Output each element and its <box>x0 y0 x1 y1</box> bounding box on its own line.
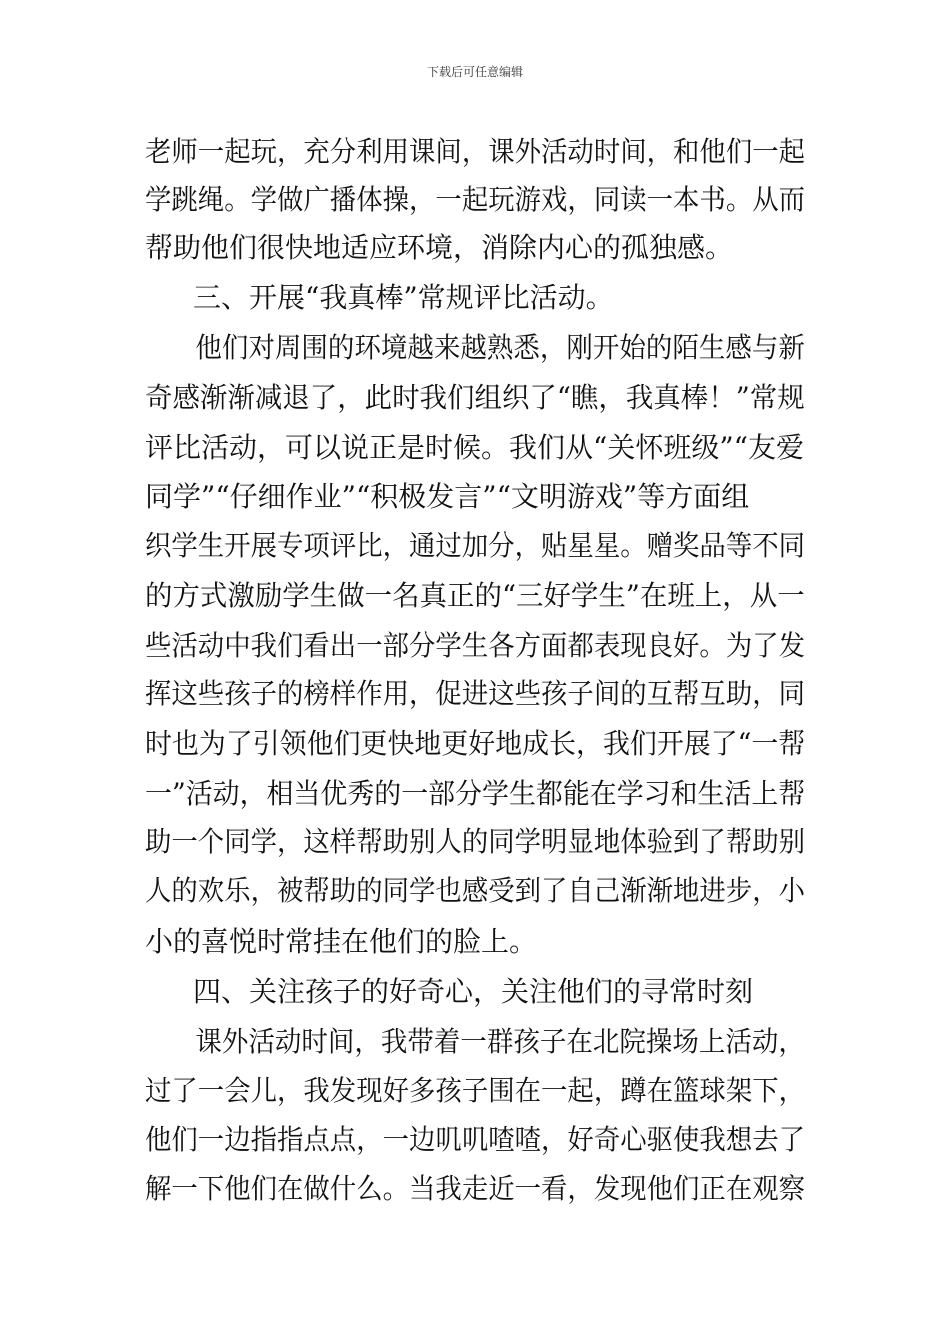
text-line-content: 的方式激励学生做一名真正的“三好学生”在班上，从一 <box>145 579 805 612</box>
text-line <box>0 719 950 769</box>
text-line <box>0 817 950 867</box>
text-line <box>0 769 950 819</box>
text-line <box>0 373 950 423</box>
page-header: 下载后可任意编辑 <box>426 65 523 79</box>
text-line <box>0 223 950 273</box>
section-heading <box>0 967 950 1017</box>
text-line <box>0 521 950 571</box>
text-line-content: 课外活动时间，我带着一群孩子在北院操场上活动， <box>187 1025 805 1058</box>
text-line-content: 织学生开展专项评比，通过加分，贴星星。赠奖品等不同 <box>145 529 806 562</box>
text-line <box>0 423 950 473</box>
text-line <box>0 127 950 177</box>
text-line-content: 小的喜悦时常挂在他们的脸上。 <box>145 925 538 958</box>
text-line-content: 助一个同学，这样帮助别人的同学明显地体验到了帮助别 <box>145 825 806 858</box>
section-heading-text: 三、开展“我真棒”常规评比活动。 <box>193 281 614 314</box>
text-line <box>0 571 950 621</box>
text-line <box>0 1017 950 1067</box>
text-line-content: 奇感渐渐减退了，此时我们组织了“瞧，我真棒！”常规 <box>145 381 805 414</box>
text-line-content: 时也为了引领他们更快地更好地成长，我们开展了“一帮 <box>145 727 806 760</box>
text-line-content: 同学”“仔细作业”“积极发言”“文明游戏”等方面组 <box>145 480 750 513</box>
text-line <box>0 323 950 373</box>
text-line-content: 评比活动，可以说正是时候。我们从“关怀班级”“友爱 <box>145 431 804 464</box>
text-line <box>0 669 950 719</box>
text-line-content: 帮助他们很快地适应环境，消除内心的孤独感。 <box>145 231 734 264</box>
text-line <box>0 472 950 522</box>
text-line <box>0 175 950 225</box>
text-line-content: 过了一会儿，我发现好多孩子围在一起，蹲在篮球架下， <box>145 1074 806 1107</box>
text-line-content: 些活动中我们看出一部分学生各方面都表现良好。为了发 <box>145 629 806 662</box>
text-line-content: 学跳绳。学做广播体操，一起玩游戏，同读一本书。从而 <box>145 183 806 216</box>
text-line <box>0 1164 950 1214</box>
text-line <box>0 917 950 967</box>
section-heading-text: 四、关注孩子的好奇心，关注他们的寻常时刻 <box>193 975 754 1008</box>
text-line-content: 解一下他们在做什么。当我走近一看，发现他们正在观察 <box>145 1172 806 1205</box>
text-line-content: 人的欢乐，被帮助的同学也感受到了自己渐渐地进步，小 <box>145 874 806 907</box>
text-line-content: 他们一边指指点点，一边叽叽喳喳，好奇心驱使我想去了 <box>145 1123 806 1156</box>
text-line-content: 老师一起玩，充分利用课间，课外活动时间，和他们一起 <box>145 135 806 168</box>
text-line <box>0 1066 950 1116</box>
text-line <box>0 1115 950 1165</box>
text-line-content: 一”活动，相当优秀的一部分学生都能在学习和生活上帮 <box>145 777 806 810</box>
section-heading <box>0 273 950 323</box>
text-line <box>0 866 950 916</box>
text-line-content: 挥这些孩子的榜样作用，促进这些孩子间的互帮互助，同 <box>145 677 806 710</box>
text-line <box>0 621 950 671</box>
text-line-content: 他们对周围的环境越来越熟悉，刚开始的陌生感与新 <box>187 331 805 364</box>
